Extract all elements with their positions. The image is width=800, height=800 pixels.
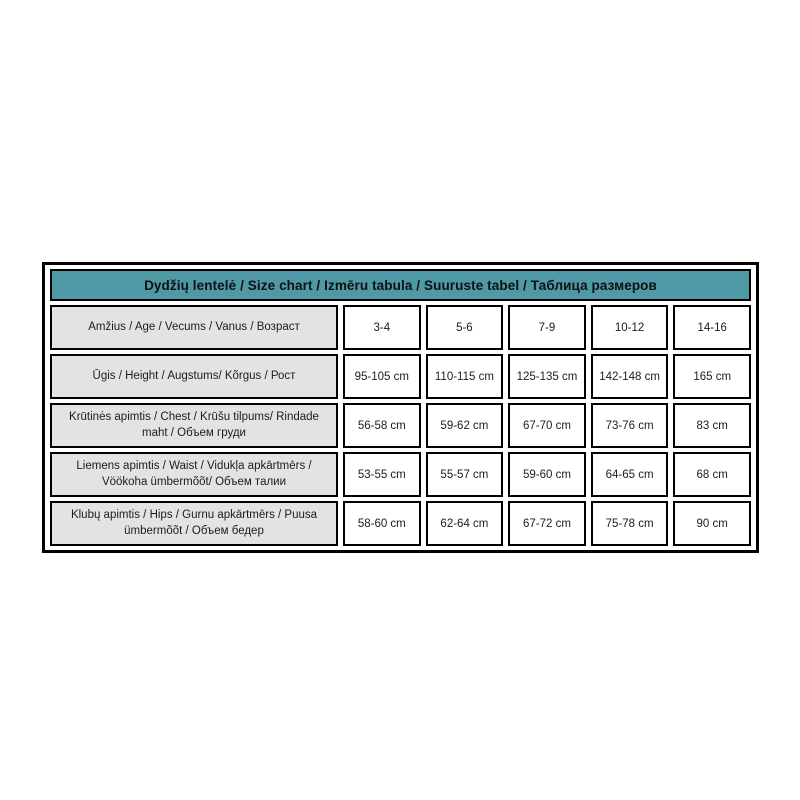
table-row-age <box>50 305 751 350</box>
header-row <box>50 269 751 301</box>
value-cell: 14-16 <box>673 305 751 350</box>
value-cell: 10-12 <box>591 305 669 350</box>
value-cell: 125-135 cm <box>508 354 586 399</box>
value-cell: 110-115 cm <box>426 354 504 399</box>
table-row-waist <box>50 452 751 497</box>
value-cell: 67-70 cm <box>508 403 586 448</box>
value-cell: 68 cm <box>673 452 751 497</box>
size-chart-title: Dydžių lentelė / Size chart / Izmēru tabula / Suuruste tabel / Таблица размеров <box>50 269 751 301</box>
value-cell: 53-55 cm <box>343 452 421 497</box>
value-cell: 56-58 cm <box>343 403 421 448</box>
value-cell: 95-105 cm <box>343 354 421 399</box>
table-row-hips <box>50 501 751 546</box>
row-label-chest: Krūtinės apimtis / Chest / Krūšu tilpums/ Rindade maht / Объем груди <box>50 403 338 448</box>
value-cell: 90 cm <box>673 501 751 546</box>
row-label-waist: Liemens apimtis / Waist / Vidukļa apkārtmērs / Vöökoha ümbermõõt/ Объем талии <box>50 452 338 497</box>
value-cell: 73-76 cm <box>591 403 669 448</box>
value-cell: 64-65 cm <box>591 452 669 497</box>
value-cell: 165 cm <box>673 354 751 399</box>
value-cell: 55-57 cm <box>426 452 504 497</box>
value-cell: 59-62 cm <box>426 403 504 448</box>
value-cell: 62-64 cm <box>426 501 504 546</box>
value-cell: 3-4 <box>343 305 421 350</box>
value-cell: 59-60 cm <box>508 452 586 497</box>
value-cell: 83 cm <box>673 403 751 448</box>
value-cell: 75-78 cm <box>591 501 669 546</box>
value-cell: 142-148 cm <box>591 354 669 399</box>
table-row-height <box>50 354 751 399</box>
row-label-age: Amžius / Age / Vecums / Vanus / Возраст <box>50 305 338 350</box>
value-cell: 67-72 cm <box>508 501 586 546</box>
value-cell: 5-6 <box>426 305 504 350</box>
size-chart-table <box>42 262 759 553</box>
value-cell: 58-60 cm <box>343 501 421 546</box>
row-label-hips: Klubų apimtis / Hips / Gurnu apkārtmērs / Puusa ümbermõõt / Объем бедер <box>50 501 338 546</box>
table-row-chest <box>50 403 751 448</box>
value-cell: 7-9 <box>508 305 586 350</box>
row-label-height: Ūgis / Height / Augstums/ Kõrgus / Рост <box>50 354 338 399</box>
